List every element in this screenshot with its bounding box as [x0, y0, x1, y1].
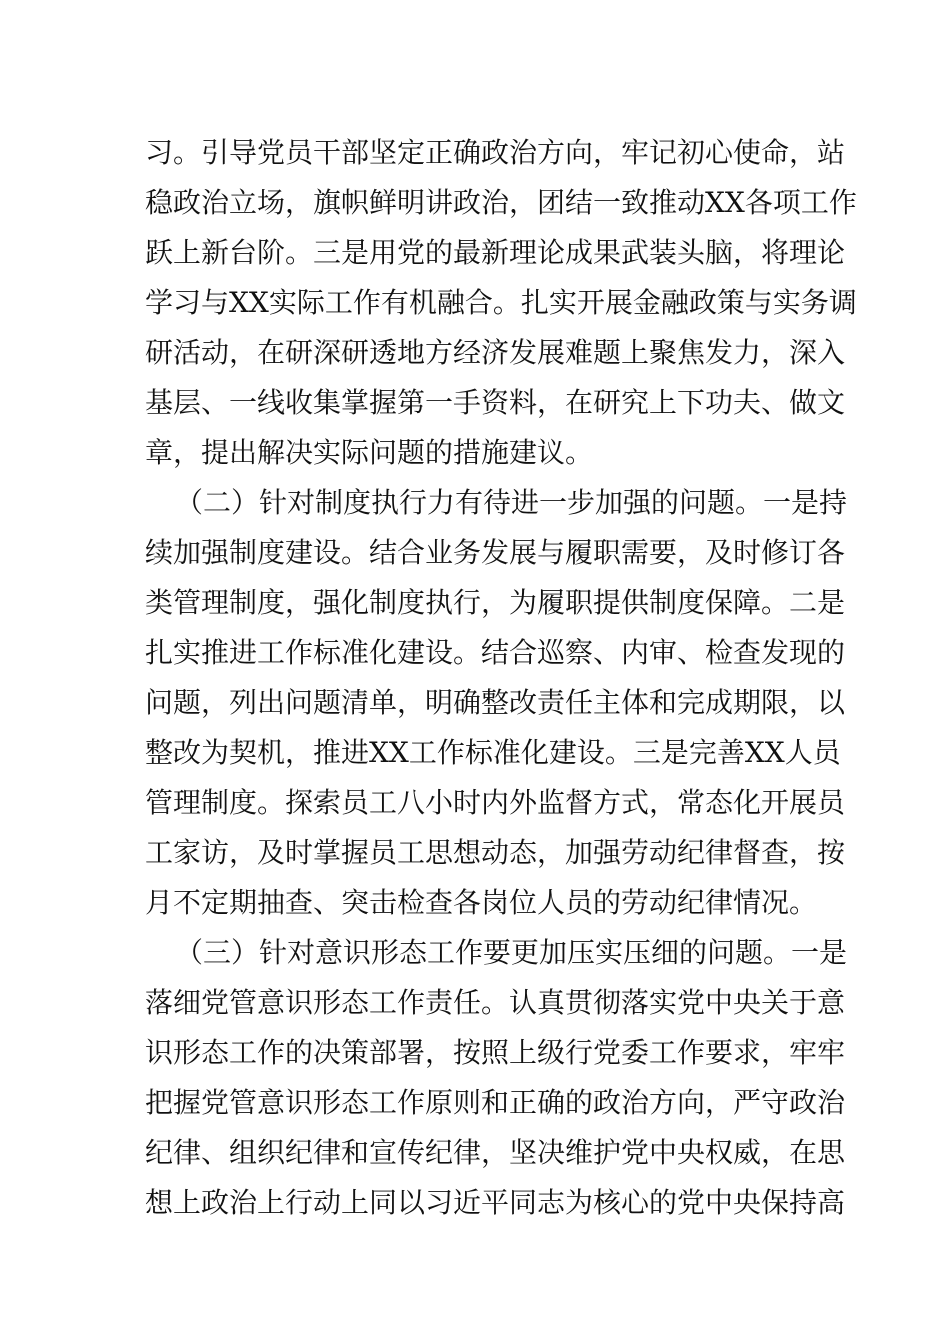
- text-line: 扎实推进工作标准化建设。结合巡察、内审、检查发现的: [145, 636, 846, 669]
- text-line: 问题，列出问题清单，明确整改责任主体和完成期限，以: [145, 686, 846, 719]
- text-line: 识形态工作的决策部署，按照上级行党委工作要求，牢牢: [145, 1036, 846, 1069]
- text-line: 类管理制度，强化制度执行，为履职提供制度保障。二是: [145, 586, 846, 619]
- text-line: 纪律、组织纪律和宣传纪律，坚决维护党中央权威，在思: [145, 1136, 846, 1169]
- paragraph-start-line: （三）针对意识形态工作要更加压实压细的问题。一是: [175, 936, 848, 969]
- text-line: 稳政治立场，旗帜鲜明讲政治，团结一致推动XX各项工作: [145, 186, 857, 219]
- text-line: 章，提出解决实际问题的措施建议。: [145, 436, 594, 469]
- text-line: 落细党管意识形态工作责任。认真贯彻落实党中央关于意: [145, 986, 846, 1019]
- text-line: 把握党管意识形态工作原则和正确的政治方向，严守政治: [145, 1086, 846, 1119]
- text-line: 整改为契机，推进XX工作标准化建设。三是完善XX人员: [145, 736, 841, 769]
- text-line: 管理制度。探索员工八小时内外监督方式，常态化开展员: [145, 786, 846, 819]
- text-line: 研活动，在研深研透地方经济发展难题上聚焦发力，深入: [145, 336, 846, 369]
- text-line: 想上政治上行动上同以习近平同志为核心的党中央保持高: [145, 1186, 846, 1219]
- text-line: 续加强制度建设。结合业务发展与履职需要，及时修订各: [145, 536, 846, 569]
- paragraph-start-line: （二）针对制度执行力有待进一步加强的问题。一是持: [175, 486, 848, 519]
- text-line: 月不定期抽查、突击检查各岗位人员的劳动纪律情况。: [145, 886, 818, 919]
- text-line: 学习与XX实际工作有机融合。扎实开展金融政策与实务调: [145, 286, 857, 319]
- text-line: 跃上新台阶。三是用党的最新理论成果武装头脑，将理论: [145, 236, 846, 269]
- text-line: 基层、一线收集掌握第一手资料，在研究上下功夫、做文: [145, 386, 846, 419]
- text-line: 工家访，及时掌握员工思想动态，加强劳动纪律督查，按: [145, 836, 846, 869]
- text-line: 习。引导党员干部坚定正确政治方向，牢记初心使命，站: [145, 136, 846, 169]
